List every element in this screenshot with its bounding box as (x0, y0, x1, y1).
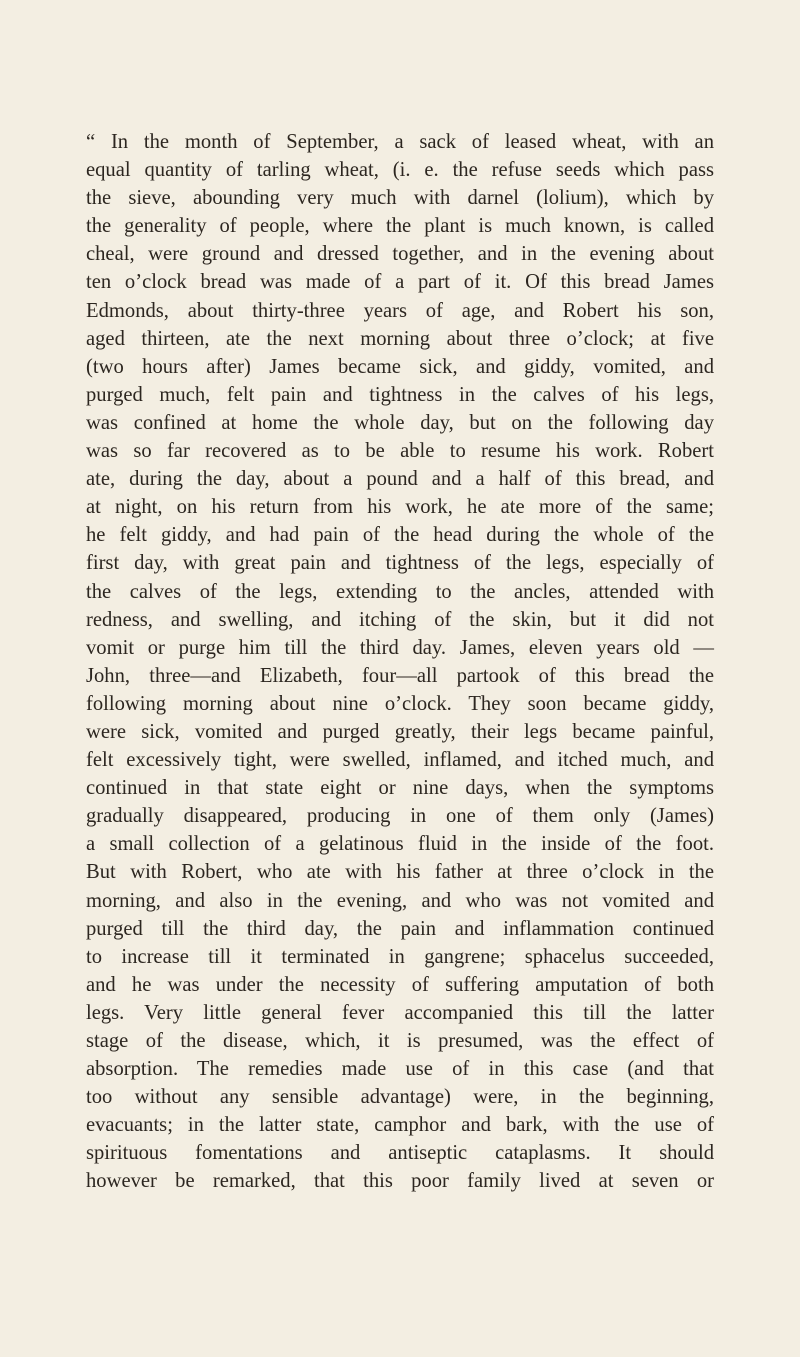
quoted-paragraph (86, 128, 714, 1196)
text-line: legs. Very little general fever accompanied this till the latter (86, 1001, 714, 1024)
text-line: absorption. The remedies made use of in this case (and that (86, 1058, 714, 1081)
text-line: the generality of people, where the plant is much known, is called (86, 215, 714, 238)
text-line: was confined at home the whole day, but on the following day (86, 411, 714, 434)
text-line: But with Robert, who ate with his father at three o’clock in the (86, 861, 714, 884)
text-line: a small collection of a gelatinous fluid in the inside of the foot. (86, 833, 714, 856)
text-line: evacuants; in the latter state, camphor and bark, with the use of (86, 1114, 714, 1137)
text-line: “ In the month of September, a sack of leased wheat, with an (86, 131, 714, 153)
text-line: and he was under the necessity of suffering amputation of both (86, 973, 714, 996)
text-line: stage of the disease, which, it is presumed, was the effect of (86, 1030, 714, 1052)
text-line: Edmonds, about thirty-three years of age, and Robert his son, (86, 299, 714, 322)
text-line: redness, and swelling, and itching of the skin, but it did not (86, 608, 714, 631)
text-line: to increase till it terminated in gangrene; sphacelus succeeded, (86, 945, 714, 968)
text-line: equal quantity of tarling wheat, (i. e. the refuse seeds which pass (86, 159, 714, 182)
text-line: purged much, felt pain and tightness in the calves of his legs, (86, 383, 714, 406)
text-line: morning, and also in the evening, and who was not vomited and (86, 889, 714, 912)
text-line: (two hours after) James became sick, and giddy, vomited, and (86, 355, 714, 378)
text-line: spirituous fomentations and antiseptic cataplasms. It should (86, 1142, 714, 1165)
text-line: felt excessively tight, were swelled, inflamed, and itched much, and (86, 749, 714, 772)
text-line: purged till the third day, the pain and inflammation continued (86, 917, 714, 940)
text-line: was so far recovered as to be able to resume his work. Robert (86, 440, 714, 463)
text-line: gradually disappeared, producing in one of them only (James) (86, 805, 714, 828)
text-line: the sieve, abounding very much with darnel (lolium), which by (86, 187, 714, 210)
text-line: were sick, vomited and purged greatly, their legs became painful, (86, 720, 714, 743)
text-line: however be remarked, that this poor family lived at seven or (86, 1170, 714, 1193)
text-line: aged thirteen, ate the next morning about three o’clock; at five (86, 327, 714, 350)
text-line: John, three—and Elizabeth, four—all partook of this bread the (86, 664, 714, 687)
text-line: continued in that state eight or nine days, when the symptoms (86, 777, 714, 800)
text-line: ate, during the day, about a pound and a half of this bread, and (86, 468, 714, 491)
text-line: cheal, were ground and dressed together, and in the evening about (86, 243, 714, 266)
text-line: the calves of the legs, extending to the ancles, attended with (86, 580, 714, 603)
text-line: he felt giddy, and had pain of the head during the whole of the (86, 524, 714, 547)
text-line: first day, with great pain and tightness of the legs, especially of (86, 552, 714, 575)
text-line: following morning about nine o’clock. They soon became giddy, (86, 692, 714, 715)
text-line: too without any sensible advantage) were, in the beginning, (86, 1086, 714, 1109)
text-line: at night, on his return from his work, he ate more of the same; (86, 496, 714, 519)
text-line: ten o’clock bread was made of a part of it. Of this bread James (86, 271, 714, 294)
text-line: vomit or purge him till the third day. James, eleven years old — (86, 636, 714, 659)
